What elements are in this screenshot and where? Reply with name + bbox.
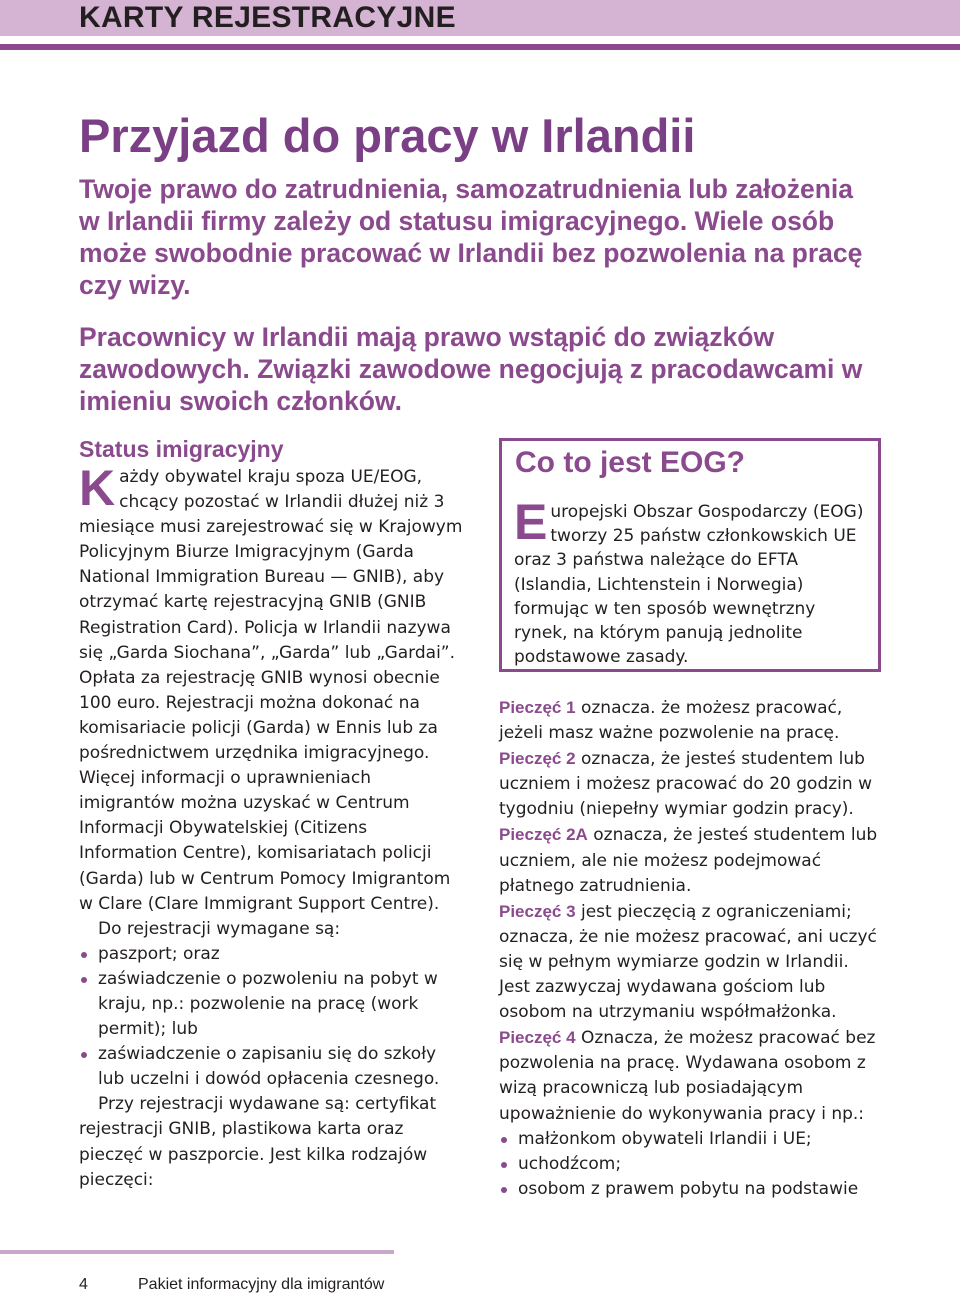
stamp-label: Pieczęć 4 xyxy=(499,1028,576,1048)
list-item: osobom z prawem pobytu na podstawie xyxy=(499,1177,883,1202)
stamp-2-description xyxy=(499,746,883,822)
issued-documents-paragraph: Przy rejestracji wydawane są: certyfikat rejestracji GNIB, plastikowa karta oraz pieczęć w paszporcie. Jest kilka rodzajów pieczęci: xyxy=(79,1094,437,1190)
stamp-text: oznacza. że możesz pracować, jeżeli masz ważne pozwolenie na pracę. xyxy=(499,698,843,744)
status-paragraph xyxy=(79,460,463,917)
stamp-4-list xyxy=(499,1127,883,1202)
footer-divider xyxy=(0,1250,394,1254)
list-item: zaświadczenie o pozwoleniu na pobyt w kraju, np.: pozwolenie na pracę (work permit); lub xyxy=(79,967,463,1042)
intro-paragraph-2: Pracownicy w Irlandii mają prawo wstąpić do związków zawodowych. Związki zawodowe negocjują z pracodawcami w imieniu swoich członków. xyxy=(79,322,863,416)
list-item: zaświadczenie o zapisaniu się do szkoły lub uczelni i dowód opłacenia czesnego. xyxy=(79,1042,463,1092)
stamp-4-description xyxy=(499,1025,883,1126)
required-docs-list xyxy=(79,942,463,1093)
list-item: uchodźcom; xyxy=(499,1152,883,1177)
stamp-label: Pieczęć 1 xyxy=(499,698,576,717)
list-item: paszport; oraz xyxy=(79,942,463,967)
stamp-label: Pieczęć 2A xyxy=(499,825,588,845)
stamp-text: oznacza, że jesteś studentem lub uczniem, ale nie możesz podejmować płatnego zatrudnienia. xyxy=(499,825,878,896)
section-header-title: KARTY REJESTRACYJNE xyxy=(79,1,456,34)
drop-cap-e: E xyxy=(514,494,548,550)
header-divider xyxy=(0,44,960,50)
page-title: Przyjazd do pracy w Irlandii xyxy=(79,109,696,162)
intro-paragraph-1: Twoje prawo do zatrudnienia, samozatrudnienia lub założenia w Irlandii firmy zależy od statusu imigracyjnego. Wiele osób może swobodnie pracować w Irlandii bez pozwolenia na pracę czy wizy. xyxy=(79,174,863,300)
stamp-label: Pieczęć 2 xyxy=(499,749,576,769)
page-number: 4 xyxy=(79,1276,88,1293)
stamp-text: oznacza, że jesteś studentem lub uczniem i możesz pracować do 20 godzin w tygodniu (niepełny wymiar godzin pracy). xyxy=(499,749,872,820)
stamp-text: jest pieczęcią z ograniczeniami; oznacza, że nie możesz pracować, ani uczyć się w pełnym wymiarze godzin w Irlandii. Jest zazwyczaj wydawana gościom lub osobom na utrzymaniu współmałżonka. xyxy=(499,901,877,1023)
eog-definition-text: uropejski Obszar Gospodarczy (EOG) tworzy 25 państw członkowskich UE oraz 3 państwa należące do EFTA (Islandia, Lichtenstein i Norwegia) formując w ten sposób wewnętrzny rynek, na którym panują jednolite podstawowe zasady. xyxy=(514,502,864,668)
right-column xyxy=(499,695,883,1202)
left-column xyxy=(79,460,463,1193)
footer-publication-title: Pakiet informacyjny dla imigrantów xyxy=(138,1276,385,1293)
stamp-3-description xyxy=(499,899,883,1025)
eog-box-text xyxy=(514,494,869,669)
status-paragraph-text: ażdy obywatel kraju spoza UE/EOG, chcący pozostać w Irlandii dłużej niż 3 miesiące musi zarejestrować się w Krajowym Policyjnym Biurze Imigracyjnym (Garda National Immigration Bureau — GNIB), aby otrzymać kartę rejestracyjną GNIB (GNIB Registration Card). Policja w Irlandii nazywa się „Garda Siochana”, „Garda” lub „Gardai”. Opłata za rejestrację GNIB wynosi obecnie 100 euro. Rejestracji można dokonać na komisariacie policji (Garda) w Ennis lub za pośrednictwem urzędnika imigracyjnego. Więcej informacji o uprawnieniach imigrantów można uzyskać w Centrum Informacji Obywatelskiej (Citizens Information Centre), komisariatach policji (Garda) lub w Centrum Pomocy Imigrantom w Clare (Clare Immigrant Support Centre). xyxy=(79,467,463,914)
stamp-label: Pieczęć 3 xyxy=(499,901,576,921)
list-item: małżonkom obywateli Irlandii i UE; xyxy=(499,1127,883,1152)
eog-info-box xyxy=(499,438,881,672)
stamp-2a-description xyxy=(499,822,883,898)
stamp-1-description xyxy=(499,695,883,746)
eog-box-title: Co to jest EOG? xyxy=(515,446,746,479)
status-section-heading: Status imigracyjny xyxy=(79,436,284,462)
required-docs-intro: Do rejestracji wymagane są: xyxy=(98,918,341,939)
stamp-text: Oznacza, że możesz pracować bez pozwolenia na pracę. Wydawana osobom z wizą pracowniczą lub posiadającym upoważnienie do wykonywania pracy i np.: xyxy=(499,1028,876,1124)
drop-cap-k: K xyxy=(79,460,116,516)
